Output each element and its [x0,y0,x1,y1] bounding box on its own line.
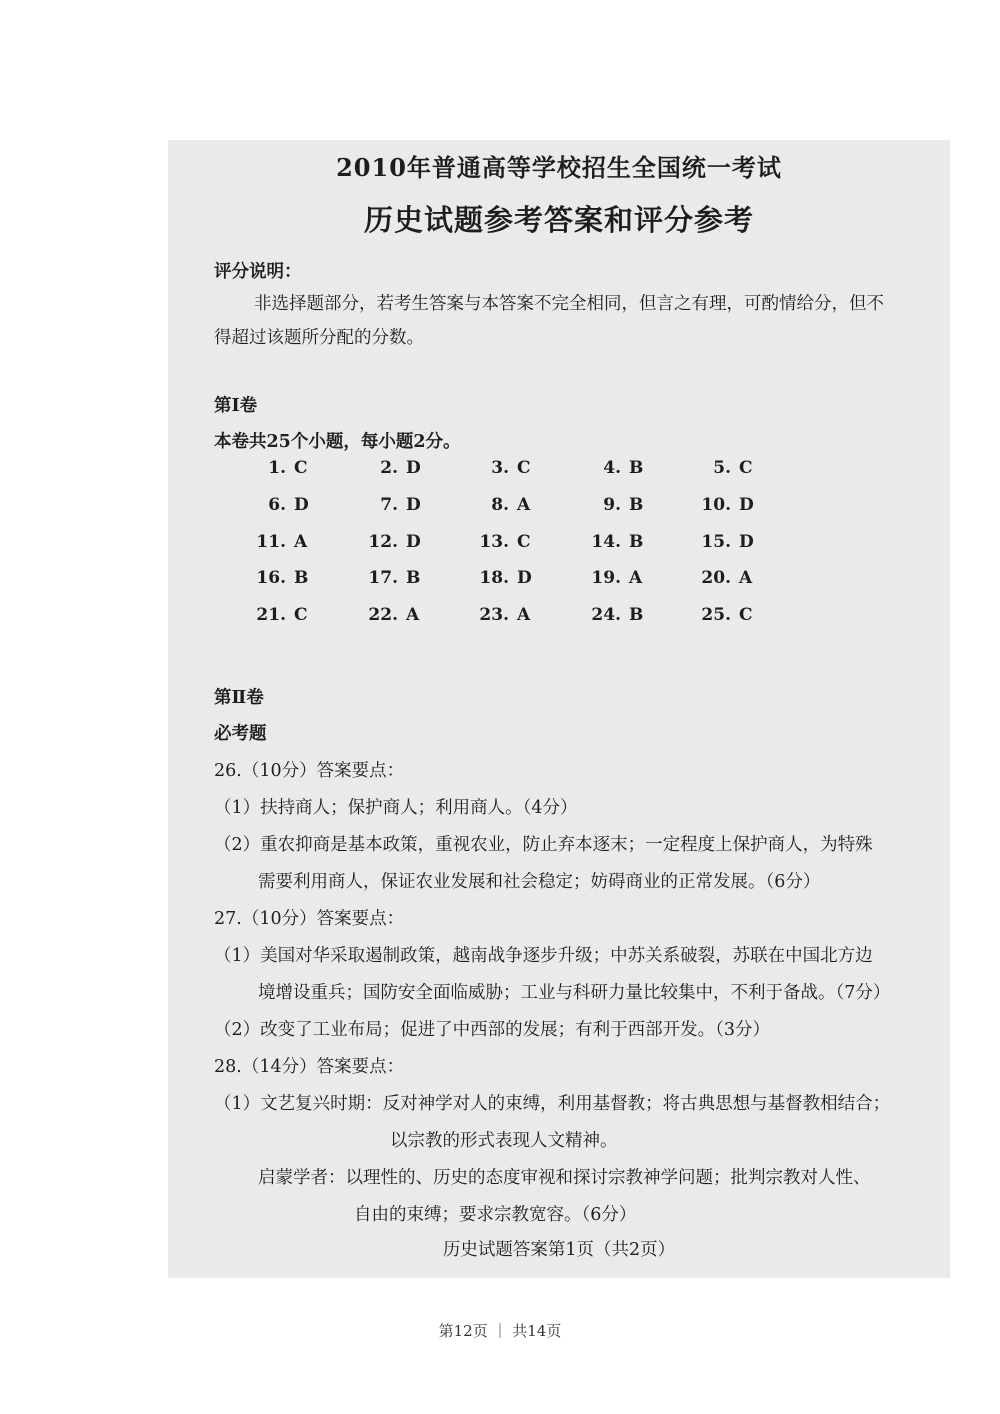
q26-point-2b: 需要利用商人，保证农业发展和社会稳定；妨碍商业的正常发展。（6分） [258,872,821,892]
answer-item [581,532,671,552]
question-number: 1. [268,458,286,478]
answer-letter: A [517,494,531,515]
q28-point-1d: 自由的束缚；要求宗教宽容。（6分） [354,1205,637,1225]
answer-letter: D [739,494,754,515]
answer-letter: C [739,605,753,626]
scoring-line-2: 得超过该题所分配的分数。 [214,328,424,348]
answer-item [358,568,448,588]
answer-letter: C [517,531,531,552]
q28-heading: 28.（14分）答案要点： [214,1057,405,1077]
question-number: 4. [603,458,621,478]
q27-point-1a: （1）美国对华采取遏制政策，越南战争逐步升级；中苏关系破裂，苏联在中国北方边 [214,946,873,966]
question-number: 14. [591,531,621,552]
answer-letter: A [739,568,753,589]
answer-item [469,605,559,625]
question-number: 25. [701,605,731,626]
scoring-line-1: 非选择题部分，若考生答案与本答案不完全相同，但言之有理，可酌情给分，但不 [254,294,884,314]
answer-item [469,458,559,478]
answer-letter: C [294,458,308,478]
answer-item [469,568,559,588]
question-number: 18. [479,568,509,589]
answer-item [469,532,559,552]
answer-letter: A [629,568,643,589]
answer-letter: B [294,568,309,589]
answer-item [246,568,336,588]
answer-letter: C [517,458,531,478]
answer-letter: B [629,458,644,478]
question-number: 5. [713,458,731,478]
answer-letter: D [739,531,754,552]
answer-item [581,605,671,625]
answer-item [691,495,781,515]
q28-point-1b: 以宗教的形式表现人文精神。 [390,1131,618,1151]
answer-letter: D [406,458,421,478]
scanned-answer-page [168,140,950,1278]
answer-letter: B [406,568,421,589]
question-number: 9. [603,494,621,515]
page-number-footer: 第12页 ｜ 共14页 [438,1322,562,1340]
question-number: 16. [256,568,286,589]
question-number: 23. [479,605,509,626]
question-number: 12. [368,531,398,552]
answer-item [358,532,448,552]
answer-item [469,495,559,515]
q26-point-2a: （2）重农抑商是基本政策，重视农业，防止弃本逐末；一定程度上保护商人，为特殊 [214,835,873,855]
question-number: 3. [491,458,509,478]
scoring-heading: 评分说明： [214,262,302,282]
part1-intro: 本卷共25个小题，每小题2分。 [214,432,461,452]
answer-item [691,568,781,588]
answer-letter: D [406,531,421,552]
answer-letter: B [629,605,644,626]
answer-item [691,605,781,625]
answer-item [581,458,671,478]
q27-point-1b: 境增设重兵；国防安全面临威胁；工业与科研力量比较集中，不利于备战。（7分） [258,983,891,1003]
question-number: 24. [591,605,621,626]
answer-letter: B [629,531,644,552]
question-number: 19. [591,568,621,589]
answer-item [246,605,336,625]
q26-heading: 26.（10分）答案要点： [214,761,405,781]
q27-point-2: （2）改变了工业布局；促进了中西部的发展；有利于西部开发。（3分） [214,1020,771,1040]
answer-item [246,458,336,478]
question-number: 8. [491,494,509,515]
exam-title: 2010年普通高等学校招生全国统一考试 [336,153,782,182]
answer-letter: B [629,494,644,515]
question-number: 6. [268,494,286,515]
answer-item [581,568,671,588]
answer-item [691,458,781,478]
question-number: 2. [380,458,398,478]
question-number: 17. [368,568,398,589]
question-number: 13. [479,531,509,552]
answer-letter: D [406,494,421,515]
q28-point-1c: 启蒙学者：以理性的、历史的态度审视和探讨宗教神学问题；批判宗教对人性、 [258,1168,871,1188]
answer-letter: A [294,531,308,552]
document-subtitle: 历史试题参考答案和评分参考 [363,203,754,237]
answer-item [358,458,448,478]
scan-page-footer: 历史试题答案第1页（共2页） [442,1240,676,1260]
question-number: 22. [368,605,398,626]
answer-item [358,605,448,625]
answer-letter: C [294,605,308,626]
answer-letter: C [739,458,753,478]
question-number: 21. [256,605,286,626]
answer-item [691,532,781,552]
q28-point-1a: （1）文艺复兴时期：反对神学对人的束缚，利用基督教；将古典思想与基督教相结合； [214,1094,891,1114]
q26-point-1: （1）扶持商人；保护商人；利用商人。（4分） [214,798,578,818]
answer-letter: A [517,605,531,626]
question-number: 11. [256,531,286,552]
answer-item [246,532,336,552]
question-number: 20. [701,568,731,589]
answer-letter: A [406,605,420,626]
question-number: 15. [701,531,731,552]
answer-item [246,495,336,515]
part2-heading: 第Ⅱ卷 [214,688,264,708]
part1-heading: 第Ⅰ卷 [214,396,258,416]
answer-item [581,495,671,515]
question-number: 10. [701,494,731,515]
question-number: 7. [380,494,398,515]
answer-letter: D [294,494,309,515]
answer-letter: D [517,568,532,589]
answer-item [358,495,448,515]
q27-heading: 27.（10分）答案要点： [214,909,405,929]
required-heading: 必考题 [214,724,267,744]
